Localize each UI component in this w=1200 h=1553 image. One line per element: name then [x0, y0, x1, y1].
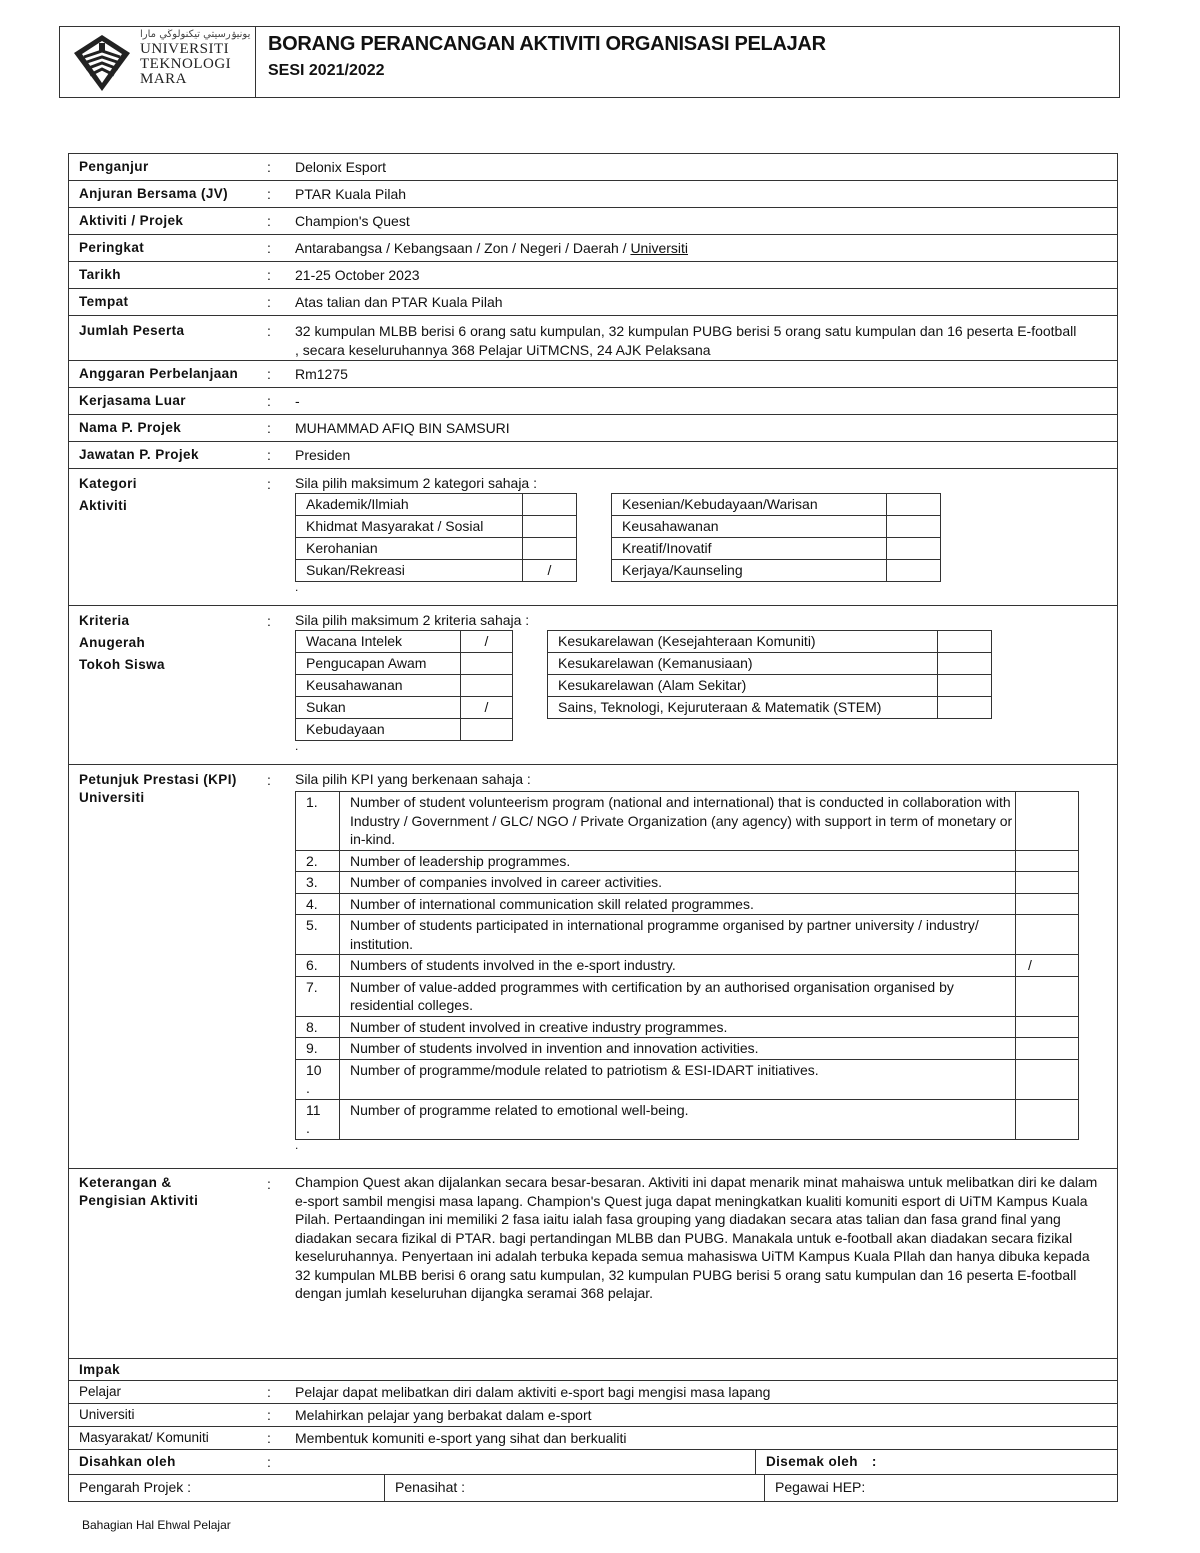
kpi-label: Petunjuk Prestasi (KPI) Universiti: [79, 772, 237, 805]
field-kerjasama: [69, 388, 1117, 415]
tick-box[interactable]: [1016, 915, 1079, 955]
colon: :: [267, 447, 271, 463]
tick-box[interactable]: /: [1016, 955, 1079, 977]
footer-text: Bahagian Hal Ehwal Pelajar: [82, 1518, 231, 1532]
kategori-option[interactable]: Akademik/Ilmiah: [296, 494, 577, 516]
tick-box[interactable]: [938, 697, 992, 719]
kpi-row[interactable]: 5. Number of students participated in international programme organised by partner university / industry/ institution.: [296, 915, 1079, 955]
colon: :: [267, 1454, 271, 1470]
impak-heading: Impak: [79, 1362, 121, 1377]
impak-masyarakat: [69, 1427, 1117, 1450]
impak-label: Pelajar: [79, 1384, 122, 1399]
impak-label: Masyarakat/ Komuniti: [79, 1430, 209, 1445]
peringkat-selected: Universiti: [630, 240, 689, 256]
tick-box[interactable]: [1016, 976, 1079, 1016]
tick-box[interactable]: [523, 538, 577, 560]
session-label: SESI 2021/2022: [268, 62, 385, 79]
kpi-row[interactable]: 3. Number of companies involved in career activities.: [296, 872, 1079, 894]
dot: .: [295, 739, 299, 753]
tick-box[interactable]: [461, 719, 513, 741]
peringkat-options: Antarabangsa / Kebangsaan / Zon / Negeri / Daerah /: [295, 240, 631, 256]
kriteria-option[interactable]: Kebudayaan: [296, 719, 513, 741]
uitm-logo: [60, 27, 256, 97]
kategori-table-left: [295, 493, 577, 582]
logo-wordmark: UNIVERSITI TEKNOLOGI MARA: [140, 41, 232, 87]
colon: :: [267, 294, 271, 310]
field-jawatan: [69, 442, 1117, 469]
tick-box[interactable]: [938, 631, 992, 653]
kategori-instruction: Sila pilih maksimum 2 kategori sahaja :: [295, 475, 537, 491]
kriteria-option[interactable]: Sukan /: [296, 697, 513, 719]
field-anggaran: [69, 361, 1117, 388]
tick-box[interactable]: /: [523, 560, 577, 582]
kriteria-label: Kriteria Anugerah Tokoh Siswa: [79, 613, 165, 672]
signoff-heading-row: [69, 1450, 1117, 1475]
tick-box[interactable]: [523, 494, 577, 516]
tick-box[interactable]: [1016, 1038, 1079, 1060]
kriteria-option[interactable]: Kesukarelawan (Kesejahteraan Komuniti): [548, 631, 992, 653]
tick-box[interactable]: [938, 653, 992, 675]
colon: :: [267, 186, 271, 202]
tick-box[interactable]: [887, 560, 941, 582]
field-value[interactable]: 32 kumpulan MLBB berisi 6 orang satu kumpulan, 32 kumpulan PUBG berisi 5 orang satu kumpulan dan 16 peserta E-football , secara keseluruhannya 368 Pelajar UiTMCNS, 24 AJK Pelaksana: [295, 323, 1077, 358]
impak-value[interactable]: Pelajar dapat melibatkan diri dalam aktiviti e-sport bagi mengisi masa lapang: [295, 1384, 771, 1400]
colon: :: [267, 240, 271, 256]
kategori-option[interactable]: Sukan/Rekreasi /: [296, 560, 577, 582]
pengarah-projek-field[interactable]: Pengarah Projek :: [69, 1475, 385, 1501]
kategori-option[interactable]: Kreatif/Inovatif: [612, 538, 941, 560]
kriteria-option[interactable]: Kesukarelawan (Alam Sekitar): [548, 675, 992, 697]
field-label: Nama P. Projek: [79, 420, 182, 435]
kpi-row[interactable]: 10 . Number of programme/module related to patriotism & ESI-IDART initiatives.: [296, 1059, 1079, 1099]
colon: :: [267, 1384, 271, 1400]
kategori-option[interactable]: Kerjaya/Kaunseling: [612, 560, 941, 582]
disahkan-label: Disahkan oleh: [79, 1454, 176, 1469]
colon: :: [267, 1407, 271, 1423]
kriteria-option[interactable]: Kesukarelawan (Kemanusiaan): [548, 653, 992, 675]
kriteria-instruction: Sila pilih maksimum 2 kriteria sahaja :: [295, 612, 530, 628]
kpi-instruction: Sila pilih KPI yang berkenaan sahaja :: [295, 771, 531, 787]
colon: :: [267, 772, 271, 788]
logo-jawi-text: يونيۏرسيتي تيكنولوڬي مارا: [140, 29, 251, 40]
field-value[interactable]: Champion's Quest: [295, 213, 410, 229]
colon: :: [267, 613, 271, 629]
signoff-row: [69, 1475, 1117, 1501]
kpi-row[interactable]: 4. Number of international communication skill related programmes.: [296, 893, 1079, 915]
field-value[interactable]: Rm1275: [295, 366, 348, 382]
colon: :: [267, 267, 271, 283]
penasihat-field[interactable]: Penasihat :: [385, 1475, 765, 1501]
colon: :: [267, 213, 271, 229]
field-value[interactable]: Presiden: [295, 447, 351, 463]
field-aktiviti: [69, 208, 1117, 235]
kategori-option[interactable]: Khidmat Masyarakat / Sosial: [296, 516, 577, 538]
field-nama-projek: [69, 415, 1117, 442]
section-kpi: [69, 765, 1117, 1169]
impak-value[interactable]: Membentuk komuniti e-sport yang sihat dan berkualiti: [295, 1430, 627, 1446]
colon: :: [267, 159, 271, 175]
tick-box[interactable]: [1016, 872, 1079, 894]
field-label: Peringkat: [79, 240, 145, 255]
colon: :: [267, 393, 271, 409]
tick-box[interactable]: /: [461, 697, 513, 719]
kriteria-table-right: [547, 630, 992, 719]
impak-label: Universiti: [79, 1407, 135, 1422]
field-label: Jumlah Peserta: [79, 323, 185, 338]
section-kategori: [69, 469, 1117, 606]
tick-box[interactable]: [887, 494, 941, 516]
tick-box[interactable]: [887, 538, 941, 560]
page-title: BORANG PERANCANGAN AKTIVITI ORGANISASI PELAJAR: [268, 33, 826, 55]
impak-universiti: [69, 1404, 1117, 1427]
tick-box[interactable]: [461, 653, 513, 675]
kategori-label: Kategori Aktiviti: [79, 476, 137, 513]
tick-box[interactable]: /: [461, 631, 513, 653]
section-kriteria: [69, 606, 1117, 765]
kpi-row[interactable]: 8. Number of student involved in creative industry programmes.: [296, 1016, 1079, 1038]
kpi-row[interactable]: 6. Numbers of students involved in the e-sport industry. /: [296, 955, 1079, 977]
field-value[interactable]: Atas talian dan PTAR Kuala Pilah: [295, 294, 503, 310]
field-value[interactable]: 21-25 October 2023: [295, 267, 420, 283]
kriteria-option[interactable]: Keusahawanan: [296, 675, 513, 697]
kpi-row[interactable]: 11 . Number of programme related to emotional well-being.: [296, 1099, 1079, 1139]
dot: .: [295, 580, 299, 594]
field-jumlah-peserta: [69, 316, 1117, 361]
field-label: Penganjur: [79, 159, 149, 174]
kpi-row[interactable]: 9. Number of students involved in invention and innovation activities.: [296, 1038, 1079, 1060]
tick-box[interactable]: [887, 516, 941, 538]
kpi-table: [295, 791, 1079, 1140]
field-value[interactable]: Delonix Esport: [295, 159, 387, 175]
tick-box[interactable]: [1016, 792, 1079, 851]
pegawai-hep-field[interactable]: Pegawai HEP:: [775, 1479, 866, 1495]
field-penganjur: [69, 154, 1117, 181]
field-label: Tarikh: [79, 267, 121, 282]
tick-box[interactable]: [1016, 893, 1079, 915]
kriteria-option[interactable]: Wacana Intelek /: [296, 631, 513, 653]
kpi-row[interactable]: 2. Number of leadership programmes.: [296, 850, 1079, 872]
field-value[interactable]: [295, 235, 1117, 261]
field-label: Anggaran Perbelanjaan: [79, 366, 239, 381]
field-label: Aktiviti / Projek: [79, 213, 184, 228]
field-value[interactable]: -: [295, 393, 300, 409]
dot: .: [295, 1137, 299, 1152]
impak-pelajar: [69, 1381, 1117, 1404]
tick-box[interactable]: [938, 675, 992, 697]
kriteria-table-left: [295, 630, 513, 741]
colon: :: [267, 1430, 271, 1446]
field-peringkat: [69, 235, 1117, 262]
kategori-option[interactable]: Kerohanian: [296, 538, 577, 560]
kpi-row[interactable]: 7. Number of value-added programmes with certification by an authorised organisation organised by residential colleges.: [296, 976, 1079, 1016]
colon: :: [267, 476, 271, 492]
keterangan-text[interactable]: Champion Quest akan dijalankan secara besar-besaran. Aktiviti ini dapat menarik minat mahaiswa untuk melibatkan diri ke dalam e-sport sambil mengisi masa lapang. Champion's Quest juga dapat meningkatkan kualiti komuniti esport di UiTM Kampus Kuala Pilah. Pertaandingan ini memiliki 2 fasa iaitu ialah fasa grouping yang diadakan secara atas talian dan fasa grand final yang diadakan secara fizikal di PTAR. bagi pertandingan MLBB dan PUBG. Manakala untuk e-football akan diadakan secara fizikal keseluruhannya. Penyertaan ini adalah terbuka kepada semua mahasiswa UiTM Kampus Kuala PIlah dan hanya dibuka kepada 32 kumpulan MLBB berisi 6 orang satu kumpulan, 32 kumpulan PUBG berisi 5 orang satu kumpulan dan 16 peserta E-football dengan jumlah keseluruhan dijangka seramai 368 pelajar.: [295, 1174, 1098, 1301]
field-label: Anjuran Bersama (JV): [79, 186, 229, 201]
activity-form: [68, 153, 1118, 1502]
disemak-label: Disemak oleh :: [766, 1454, 877, 1469]
section-keterangan: [69, 1169, 1117, 1359]
tick-box[interactable]: [523, 516, 577, 538]
field-label: Tempat: [79, 294, 129, 309]
kpi-row[interactable]: 1. Number of student volunteerism program (national and international) that is conducted in collaboration with Industry / Government / GLC/ NGO / Private Organization (any agency) with support in term of monetary or in-kind.: [296, 792, 1079, 851]
colon: :: [267, 323, 271, 339]
tick-box[interactable]: [1016, 850, 1079, 872]
kategori-option[interactable]: Keusahawanan: [612, 516, 941, 538]
field-anjuran-bersama: [69, 181, 1117, 208]
form-header: [59, 26, 1120, 98]
kategori-table-right: [611, 493, 941, 582]
colon: :: [267, 366, 271, 382]
field-value[interactable]: PTAR Kuala Pilah: [295, 186, 407, 202]
tick-box[interactable]: [1016, 1099, 1079, 1139]
impak-value[interactable]: Melahirkan pelajar yang berbakat dalam e-sport: [295, 1407, 592, 1423]
field-label: Jawatan P. Projek: [79, 447, 199, 462]
tick-box[interactable]: [461, 675, 513, 697]
colon: :: [267, 420, 271, 436]
field-tempat: [69, 289, 1117, 316]
kriteria-option[interactable]: Pengucapan Awam: [296, 653, 513, 675]
field-value[interactable]: MUHAMMAD AFIQ BIN SAMSURI: [295, 420, 510, 436]
uitm-emblem-icon: [70, 33, 134, 93]
impak-heading-row: [69, 1359, 1117, 1381]
kategori-option[interactable]: Kesenian/Kebudayaan/Warisan: [612, 494, 941, 516]
keterangan-label: Keterangan & Pengisian Aktiviti: [79, 1175, 199, 1208]
tick-box[interactable]: [1016, 1016, 1079, 1038]
kriteria-option[interactable]: Sains, Teknologi, Kejuruteraan & Matematik (STEM): [548, 697, 992, 719]
tick-box[interactable]: [1016, 1059, 1079, 1099]
field-tarikh: [69, 262, 1117, 289]
colon: :: [267, 1176, 271, 1192]
field-label: Kerjasama Luar: [79, 393, 186, 408]
